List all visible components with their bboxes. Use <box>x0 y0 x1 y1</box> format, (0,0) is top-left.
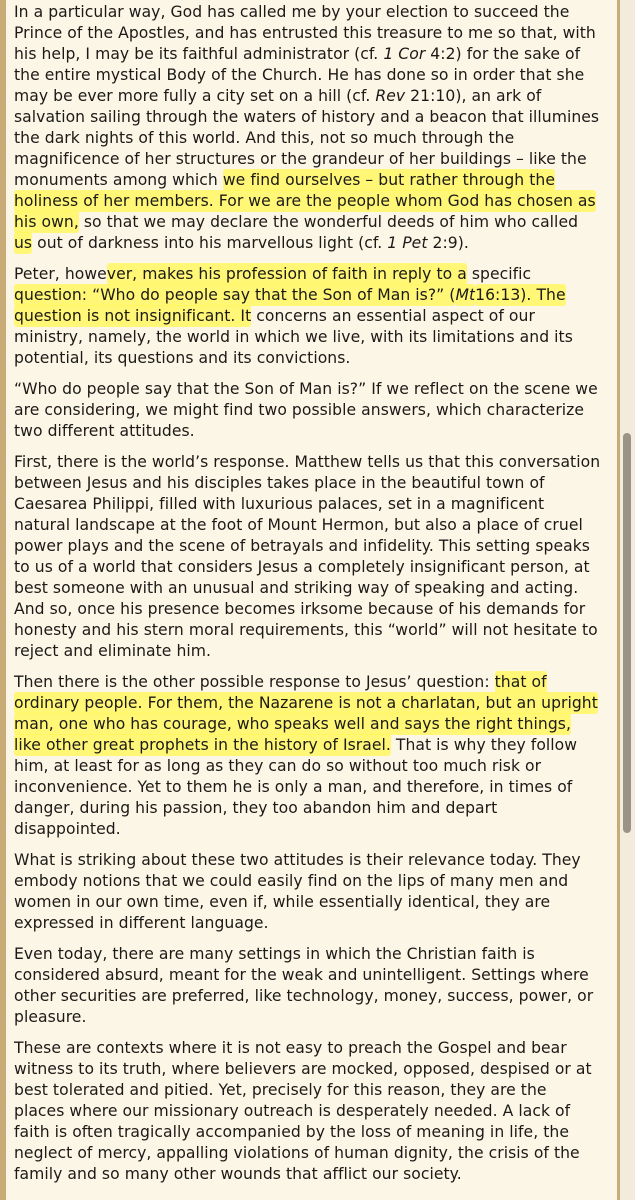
highlighted-text <box>14 284 455 306</box>
text-run: That is why they follow him, at least for as long as they can do so without too much risk or inconvenience. Yet to them he is only a man, and therefore, in times of danger, during his passion, they too abandon him and depart disappointed. <box>14 736 578 838</box>
paragraph-5 <box>14 672 601 840</box>
text-run: 21:10), an ark of salvation sailing through the waters of history and a beacon that illumines the dark nights of this world. And this, not so much through the magnificence of her structures or the grandeur of her buildings – like the monuments among which <box>14 87 600 189</box>
paragraph-8 <box>14 1038 601 1185</box>
text-run: we find ourselves – but rather through the holiness of her members. For we are the people whom God has chosen as his own, <box>14 171 596 231</box>
text-run: What is striking about these two attitudes is their relevance today. They embody notions that we could easily find on the lips of many men and women in our own time, even if, while essentially identical, they are expressed in different language. <box>14 851 581 932</box>
text-run: 4:2) for the sake of the entire mystical Body of the Church. He has done so in order that she may be ever more fully a city set on a hill (cf. <box>14 45 585 105</box>
text-run: ver, makes his profession of faith in reply to a <box>106 265 467 283</box>
text-run: “Who do people say that the Son of Man is?” If we reflect on the scene we are considering, we might find two possible answers, which characterize two different attitudes. <box>14 380 598 440</box>
paragraph-1 <box>14 2 601 254</box>
scrollbar-thumb[interactable] <box>623 433 631 833</box>
highlighted-text <box>455 284 475 306</box>
highlighted-text <box>107 263 467 285</box>
text-run: specific <box>466 265 532 283</box>
document-page <box>6 0 617 1200</box>
text-run: 2:9). <box>427 234 469 252</box>
scripture-reference: Mt <box>455 286 476 304</box>
paragraph-6 <box>14 850 601 934</box>
paragraph-4 <box>14 452 601 662</box>
paragraph-2 <box>14 264 601 369</box>
text-run: us <box>14 234 33 252</box>
scripture-reference: 1 Cor <box>383 45 426 63</box>
paragraph-3 <box>14 379 601 442</box>
paragraph-7 <box>14 944 601 1028</box>
text-run: out of darkness into his marvellous light (cf. <box>32 234 388 252</box>
text-run: First, there is the world’s response. Matthew tells us that this conversation between Jesus and his disciples takes place in the beautiful town of Caesarea Philippi, filled with luxurious palaces, set in a magnificent natural landscape at the foot of Mount Hermon, but also a place of cruel power plays and the scene of betrayals and infidelity. This setting speaks to us of a world that considers Jesus a completely insignificant person, at best someone with an unusual and striking way of speaking and acting. And so, once his presence becomes irksome because of his demands for honesty and his stern moral requirements, this “world” will not hesitate to reject and eliminate him. <box>14 453 601 660</box>
text-run: 16:13). The question is not insignificant. It <box>14 286 566 325</box>
highlighted-text <box>14 232 32 254</box>
text-run: In a particular way, God has called me by your election to succeed the Prince of the Apostles, and has entrusted this treasure to me so that, with his help, I may be its faithful administrator (cf. <box>14 3 596 63</box>
text-run: that of ordinary people. For them, the Nazarene is not a charlatan, but an upright man, one who has courage, who speaks well and says the right things, like other great prophets in the history of Israel. <box>14 673 598 754</box>
scripture-reference: 1 Pet <box>387 234 428 252</box>
text-run: concerns an essential aspect of our ministry, namely, the world in which we live, with its limitations and its potential, its questions and its convictions. <box>14 307 573 367</box>
scripture-reference: Rev <box>375 87 406 105</box>
text-run: Then there is the other possible response to Jesus’ question: <box>14 673 495 691</box>
text-run: so that we may declare the wonderful deeds of him who called <box>78 213 579 231</box>
text-run: These are contexts where it is not easy to preach the Gospel and bear witness to its truth, where believers are mocked, opposed, despised or at best tolerated and pitied. Yet, precisely for this reason, they are the places where our missionary outreach is desperately needed. A lack of faith is often tragically accompanied by the loss of meaning in life, the neglect of mercy, appalling violations of human dignity, the crisis of the family and so many other wounds that afflict our society. <box>14 1039 592 1183</box>
text-run: question: “Who do people say that the Son of Man is?” ( <box>14 286 456 304</box>
text-run: Peter, howe <box>14 265 107 283</box>
text-run: Even today, there are many settings in which the Christian faith is considered absurd, meant for the weak and unintelligent. Settings where other securities are preferred, like technology, money, success, power, or pleasure. <box>14 945 594 1026</box>
